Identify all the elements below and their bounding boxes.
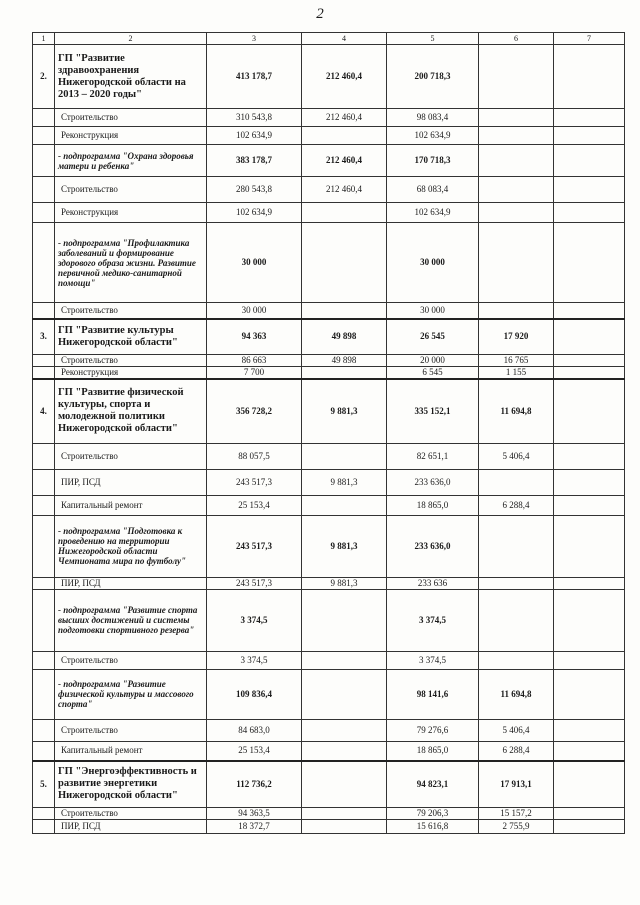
total-value: 18 372,7 <box>207 819 302 833</box>
total-value: 109 836,4 <box>207 669 302 719</box>
row-name: Строительство <box>55 177 207 203</box>
row-name: Строительство <box>55 109 207 127</box>
value-col6 <box>479 223 554 303</box>
value-col4 <box>302 203 387 223</box>
value-col6 <box>479 577 554 589</box>
row-number <box>33 443 55 469</box>
value-col5: 98 141,6 <box>387 669 479 719</box>
value-col5: 3 374,5 <box>387 651 479 669</box>
total-value: 94 363,5 <box>207 807 302 819</box>
column-header-4: 4 <box>302 33 387 45</box>
value-col7 <box>554 469 625 495</box>
table-row <box>33 495 625 515</box>
row-number <box>33 819 55 833</box>
row-number <box>33 177 55 203</box>
total-value: 112 736,2 <box>207 761 302 807</box>
row-number <box>33 303 55 319</box>
total-value: 102 634,9 <box>207 203 302 223</box>
total-value: 3 374,5 <box>207 589 302 651</box>
value-col5: 26 545 <box>387 319 479 355</box>
row-number <box>33 719 55 741</box>
row-name: ПИР, ПСД <box>55 469 207 495</box>
value-col7 <box>554 651 625 669</box>
value-col4 <box>302 127 387 145</box>
row-name: Строительство <box>55 443 207 469</box>
total-value: 243 517,3 <box>207 577 302 589</box>
total-value: 383 178,7 <box>207 145 302 177</box>
value-col7 <box>554 589 625 651</box>
row-name: Строительство <box>55 355 207 367</box>
table-row <box>33 719 625 741</box>
value-col7 <box>554 443 625 469</box>
total-value: 84 683,0 <box>207 719 302 741</box>
value-col7 <box>554 203 625 223</box>
row-number <box>33 203 55 223</box>
value-col4 <box>302 741 387 761</box>
value-col7 <box>554 177 625 203</box>
value-col7 <box>554 303 625 319</box>
total-value: 86 663 <box>207 355 302 367</box>
row-number <box>33 355 55 367</box>
value-col4 <box>302 651 387 669</box>
value-col5: 18 865,0 <box>387 495 479 515</box>
column-header-3: 3 <box>207 33 302 45</box>
total-value: 356 728,2 <box>207 379 302 443</box>
value-col7 <box>554 719 625 741</box>
total-value: 94 363 <box>207 319 302 355</box>
column-header-1: 1 <box>33 33 55 45</box>
total-value: 243 517,3 <box>207 469 302 495</box>
row-number <box>33 741 55 761</box>
row-number <box>33 223 55 303</box>
value-col7 <box>554 319 625 355</box>
value-col7 <box>554 577 625 589</box>
value-col6: 6 288,4 <box>479 741 554 761</box>
total-value: 280 543,8 <box>207 177 302 203</box>
value-col5: 94 823,1 <box>387 761 479 807</box>
row-name: - подпрограмма "Развитие физической культуры и массового спорта" <box>55 669 207 719</box>
value-col4 <box>302 819 387 833</box>
row-name: Капитальный ремонт <box>55 495 207 515</box>
value-col6: 11 694,8 <box>479 379 554 443</box>
value-col7 <box>554 761 625 807</box>
value-col6 <box>479 45 554 109</box>
row-name: ГП "Развитие физической культуры, спорта и молодежной политики Нижегородской области" <box>55 379 207 443</box>
value-col7 <box>554 109 625 127</box>
value-col6: 17 920 <box>479 319 554 355</box>
value-col4 <box>302 495 387 515</box>
value-col5: 233 636 <box>387 577 479 589</box>
row-name: - подпрограмма "Охрана здоровья матери и ребенка" <box>55 145 207 177</box>
value-col6: 6 288,4 <box>479 495 554 515</box>
table-body <box>33 33 625 834</box>
table-row <box>33 651 625 669</box>
value-col6 <box>479 127 554 145</box>
row-name: - подпрограмма "Развитие спорта высших достижений и системы подготовки спортивного резерва" <box>55 589 207 651</box>
value-col7 <box>554 145 625 177</box>
value-col7 <box>554 379 625 443</box>
subprogram-row <box>33 515 625 577</box>
program-row <box>33 761 625 807</box>
total-value: 7 700 <box>207 367 302 380</box>
value-col4 <box>302 223 387 303</box>
value-col6: 1 155 <box>479 367 554 380</box>
value-col5: 20 000 <box>387 355 479 367</box>
row-number <box>33 127 55 145</box>
program-row <box>33 45 625 109</box>
row-name: Реконструкция <box>55 203 207 223</box>
value-col6 <box>479 469 554 495</box>
row-number: 4. <box>33 379 55 443</box>
row-name: Строительство <box>55 807 207 819</box>
row-name: Строительство <box>55 303 207 319</box>
row-number <box>33 469 55 495</box>
value-col6 <box>479 203 554 223</box>
row-name: Строительство <box>55 719 207 741</box>
value-col5: 102 634,9 <box>387 127 479 145</box>
total-value: 25 153,4 <box>207 741 302 761</box>
value-col4: 9 881,3 <box>302 379 387 443</box>
value-col4: 49 898 <box>302 355 387 367</box>
row-name: Капитальный ремонт <box>55 741 207 761</box>
value-col5: 79 276,6 <box>387 719 479 741</box>
total-value: 413 178,7 <box>207 45 302 109</box>
value-col7 <box>554 741 625 761</box>
value-col4: 212 460,4 <box>302 145 387 177</box>
row-number <box>33 669 55 719</box>
value-col5: 68 083,4 <box>387 177 479 203</box>
row-name: - подпрограмма "Профилактика заболеваний и формирование здорового образа жизни. Развитие первичной медико-санитарной помощи" <box>55 223 207 303</box>
value-col7 <box>554 355 625 367</box>
value-col6: 15 157,2 <box>479 807 554 819</box>
column-header-2: 2 <box>55 33 207 45</box>
value-col5: 335 152,1 <box>387 379 479 443</box>
value-col4 <box>302 443 387 469</box>
table-row <box>33 577 625 589</box>
value-col6: 2 755,9 <box>479 819 554 833</box>
value-col5: 3 374,5 <box>387 589 479 651</box>
total-value: 102 634,9 <box>207 127 302 145</box>
row-name: ГП "Энергоэффективность и развитие энергетики Нижегородской области" <box>55 761 207 807</box>
row-number <box>33 589 55 651</box>
value-col6 <box>479 109 554 127</box>
row-name: ГП "Развитие здравоохранения Нижегородской области на 2013 – 2020 годы" <box>55 45 207 109</box>
table-row <box>33 355 625 367</box>
column-header-5: 5 <box>387 33 479 45</box>
value-col7 <box>554 223 625 303</box>
value-col4 <box>302 761 387 807</box>
value-col4: 212 460,4 <box>302 45 387 109</box>
value-col5: 200 718,3 <box>387 45 479 109</box>
value-col4 <box>302 807 387 819</box>
row-number: 2. <box>33 45 55 109</box>
row-number <box>33 515 55 577</box>
total-value: 310 543,8 <box>207 109 302 127</box>
total-value: 3 374,5 <box>207 651 302 669</box>
value-col4 <box>302 303 387 319</box>
value-col4: 9 881,3 <box>302 469 387 495</box>
row-name: - подпрограмма "Подготовка к проведению на территории Нижегородской области Чемпионата мира по футболу" <box>55 515 207 577</box>
value-col4 <box>302 367 387 380</box>
value-col4: 212 460,4 <box>302 109 387 127</box>
value-col7 <box>554 819 625 833</box>
row-number <box>33 495 55 515</box>
row-number: 5. <box>33 761 55 807</box>
row-name: Реконструкция <box>55 367 207 380</box>
table-row <box>33 177 625 203</box>
value-col5: 102 634,9 <box>387 203 479 223</box>
total-value: 25 153,4 <box>207 495 302 515</box>
row-name: ГП "Развитие культуры Нижегородской области" <box>55 319 207 355</box>
row-number <box>33 367 55 380</box>
value-col5: 82 651,1 <box>387 443 479 469</box>
value-col4 <box>302 669 387 719</box>
value-col5: 15 616,8 <box>387 819 479 833</box>
row-name: Реконструкция <box>55 127 207 145</box>
value-col5: 98 083,4 <box>387 109 479 127</box>
total-value: 30 000 <box>207 223 302 303</box>
value-col7 <box>554 669 625 719</box>
value-col6: 5 406,4 <box>479 443 554 469</box>
value-col6 <box>479 651 554 669</box>
value-col6: 5 406,4 <box>479 719 554 741</box>
program-row <box>33 319 625 355</box>
value-col5: 30 000 <box>387 303 479 319</box>
table-row <box>33 203 625 223</box>
value-col6 <box>479 145 554 177</box>
subprogram-row <box>33 669 625 719</box>
subprogram-row <box>33 223 625 303</box>
total-value: 243 517,3 <box>207 515 302 577</box>
row-number <box>33 577 55 589</box>
table-row <box>33 807 625 819</box>
column-header-6: 6 <box>479 33 554 45</box>
program-row <box>33 379 625 443</box>
value-col4 <box>302 719 387 741</box>
total-value: 88 057,5 <box>207 443 302 469</box>
subprogram-row <box>33 589 625 651</box>
row-number <box>33 807 55 819</box>
value-col4: 49 898 <box>302 319 387 355</box>
value-col4: 9 881,3 <box>302 515 387 577</box>
row-number <box>33 109 55 127</box>
column-header-7: 7 <box>554 33 625 45</box>
value-col4: 212 460,4 <box>302 177 387 203</box>
value-col7 <box>554 45 625 109</box>
table-row <box>33 127 625 145</box>
value-col5: 233 636,0 <box>387 515 479 577</box>
value-col7 <box>554 495 625 515</box>
value-col7 <box>554 127 625 145</box>
value-col6: 11 694,8 <box>479 669 554 719</box>
value-col4: 9 881,3 <box>302 577 387 589</box>
row-name: Строительство <box>55 651 207 669</box>
value-col7 <box>554 807 625 819</box>
value-col6: 16 765 <box>479 355 554 367</box>
value-col4 <box>302 589 387 651</box>
table-row <box>33 469 625 495</box>
value-col5: 30 000 <box>387 223 479 303</box>
value-col6 <box>479 515 554 577</box>
table-row <box>33 367 625 380</box>
value-col6 <box>479 303 554 319</box>
page-number: 2 <box>316 6 324 22</box>
value-col5: 233 636,0 <box>387 469 479 495</box>
budget-table <box>32 32 625 834</box>
value-col6 <box>479 589 554 651</box>
value-col5: 79 206,3 <box>387 807 479 819</box>
table-row <box>33 109 625 127</box>
column-number-row <box>33 33 625 45</box>
value-col5: 170 718,3 <box>387 145 479 177</box>
value-col5: 18 865,0 <box>387 741 479 761</box>
value-col7 <box>554 515 625 577</box>
table-row <box>33 303 625 319</box>
subprogram-row <box>33 145 625 177</box>
total-value: 30 000 <box>207 303 302 319</box>
table-row <box>33 819 625 833</box>
value-col5: 6 545 <box>387 367 479 380</box>
row-name: ПИР, ПСД <box>55 577 207 589</box>
row-number: 3. <box>33 319 55 355</box>
value-col6: 17 913,1 <box>479 761 554 807</box>
table-row <box>33 443 625 469</box>
row-name: ПИР, ПСД <box>55 819 207 833</box>
value-col7 <box>554 367 625 380</box>
row-number <box>33 145 55 177</box>
table-row <box>33 741 625 761</box>
value-col6 <box>479 177 554 203</box>
row-number <box>33 651 55 669</box>
